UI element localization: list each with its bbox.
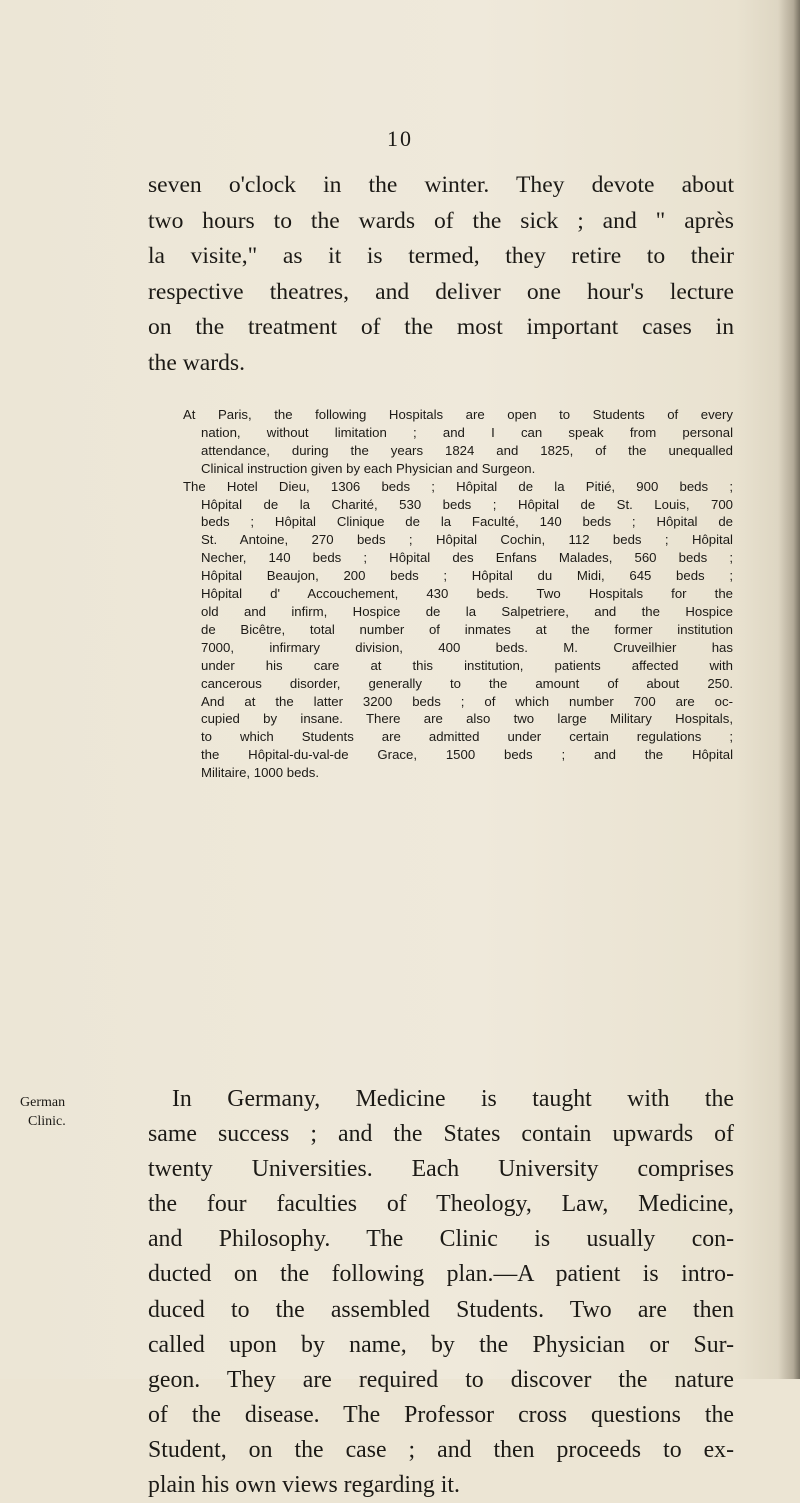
footnote-line: attendance, during the years 1824 and 1825, of the unequalled <box>201 442 733 458</box>
footnote-line: And at the latter 3200 beds ; of which number 700 are oc- <box>201 693 733 709</box>
paragraph-2-line: geon. They are required to discover the nature <box>148 1366 734 1393</box>
paragraph-1-line: la visite," as it is termed, they retire to their <box>148 243 734 269</box>
paragraph-2-line: twenty Universities. Each University comprises <box>148 1156 734 1183</box>
footnote-line: 7000, infirmary division, 400 beds. M. Cruveilhier has <box>201 639 733 655</box>
paragraph-1-line: the wards. <box>148 349 245 376</box>
footnote-line: cupied by insane. There are also two large Military Hospitals, <box>201 711 733 727</box>
footnote-line: Hôpital Beaujon, 200 beds ; Hôpital du Midi, 645 beds ; <box>201 568 733 584</box>
footnote-line: the Hôpital-du-val-de Grace, 1500 beds ; and the Hôpital <box>201 747 733 763</box>
paragraph-2-line: Student, on the case ; and then proceeds to ex- <box>148 1436 734 1463</box>
paragraph-2-line: of the disease. The Professor cross questions the <box>148 1401 734 1428</box>
paragraph-2-line: and Philosophy. The Clinic is usually con- <box>148 1226 734 1253</box>
footnote-line: St. Antoine, 270 beds ; Hôpital Cochin, 112 beds ; Hôpital <box>201 532 733 548</box>
paragraph-1-line: on the treatment of the most important cases in <box>148 314 734 340</box>
footnote-line: under his care at this institution, patients affected with <box>201 657 733 673</box>
footnote-line: At Paris, the following Hospitals are open to Students of every <box>183 407 733 422</box>
page-edge-shadow <box>778 0 800 1379</box>
paragraph-2-line: plain his own views regarding it. <box>148 1472 460 1499</box>
footnote-line: to which Students are admitted under certain regulations ; <box>201 729 733 745</box>
paragraph-1-line: respective theatres, and deliver one hour's lecture <box>148 278 734 305</box>
paragraph-2-line: the four faculties of Theology, Law, Medicine, <box>148 1191 734 1218</box>
margin-note <box>20 1093 120 1131</box>
paragraph-2-line: same success ; and the States contain upwards of <box>148 1121 734 1148</box>
footnote-line: Militaire, 1000 beds. <box>201 765 320 781</box>
footnote-line: nation, without limitation ; and I can speak from personal <box>201 424 733 440</box>
footnote-line: Hôpital de la Charité, 530 beds ; Hôpital de St. Louis, 700 <box>201 496 733 512</box>
footnote-line: cancerous disorder, generally to the amount of about 250. <box>201 675 733 691</box>
footnote-line: Necher, 140 beds ; Hôpital des Enfans Malades, 560 beds ; <box>201 550 733 566</box>
paragraph-2-line: In Germany, Medicine is taught with the <box>172 1086 734 1112</box>
paragraph-2-line: duced to the assembled Students. Two are then <box>148 1296 734 1323</box>
footnote-line: Hôpital d' Accouchement, 430 beds. Two Hospitals for the <box>201 586 733 602</box>
paragraph-2-line: ducted on the following plan.—A patient is intro- <box>148 1261 734 1288</box>
footnote-line: beds ; Hôpital Clinique de la Faculté, 140 beds ; Hôpital de <box>201 514 733 530</box>
footnote-line: The Hotel Dieu, 1306 beds ; Hôpital de la Pitié, 900 beds ; <box>183 478 733 494</box>
paragraph-1-line: seven o'clock in the winter. They devote about <box>148 172 734 198</box>
paragraph-2 <box>148 1082 734 1503</box>
paragraph-1 <box>148 168 734 381</box>
paragraph-1-line: two hours to the wards of the sick ; and " après <box>148 207 734 234</box>
margin-note-line: Clinic. <box>28 1114 66 1129</box>
paragraph-2-line: called upon by name, by the Physician or Sur- <box>148 1331 734 1358</box>
page-number: 10 <box>387 126 413 151</box>
footnote-line: old and infirm, Hospice de la Salpetriere, and the Hospice <box>201 603 733 619</box>
footnote-line: de Bicêtre, total number of inmates at the former institution <box>201 621 733 637</box>
footnote-hospitals <box>183 406 733 782</box>
footnote-line: Clinical instruction given by each Physician and Surgeon. <box>201 460 536 476</box>
margin-note-line: German <box>20 1095 66 1110</box>
